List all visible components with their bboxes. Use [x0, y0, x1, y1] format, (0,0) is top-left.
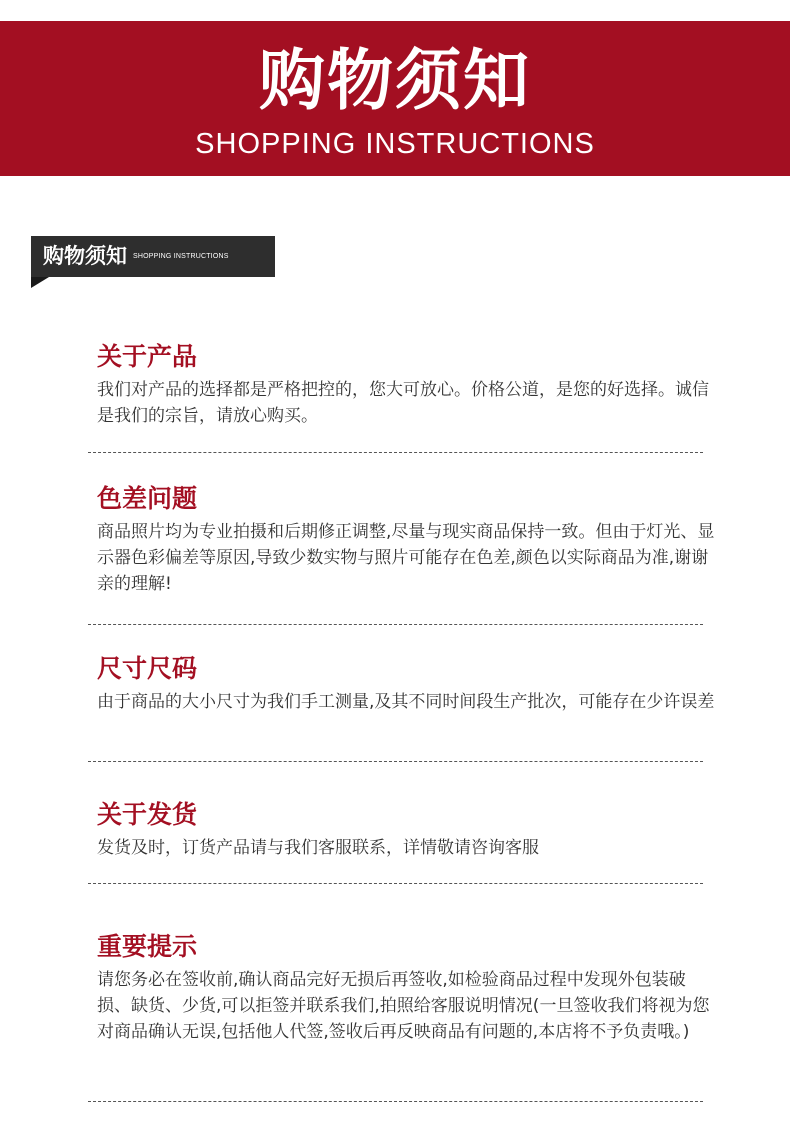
- section-important-notice: [97, 931, 717, 1045]
- section-title: 关于发货: [97, 800, 198, 829]
- divider: [88, 761, 703, 762]
- divider: [88, 1101, 703, 1102]
- banner-title: 购物须知: [259, 42, 531, 119]
- divider: [88, 624, 703, 625]
- header-banner: [0, 21, 790, 176]
- section-title: 关于产品: [97, 342, 198, 371]
- section-body: 商品照片均为专业拍摄和后期修正调整,尽量与现实商品保持一致。但由于灯光、显示器色彩偏差等原因,导致少数实物与照片可能存在色差,颜色以实际商品为准,谢谢亲的理解!: [97, 522, 715, 594]
- section-about-product: [97, 341, 717, 429]
- section-label-tag: [31, 236, 275, 277]
- section-body: 发货及时，订货产品请与我们客服联系，详情敬请咨询客服: [97, 838, 539, 858]
- section-body: 我们对产品的选择都是严格把控的，您大可放心。价格公道，是您的好选择。诚信是我们的宗旨，请放心购买。: [97, 380, 709, 426]
- section-size: [97, 653, 717, 715]
- section-title: 色差问题: [97, 484, 198, 513]
- banner-subtitle: SHOPPING INSTRUCTIONS: [195, 128, 595, 160]
- section-label-title: 购物须知: [43, 244, 127, 268]
- section-body: 由于商品的大小尺寸为我们手工测量,及其不同时间段生产批次，可能存在少许误差: [97, 692, 715, 712]
- label-tag-fold: [31, 277, 49, 288]
- section-body: 请您务必在签收前,确认商品完好无损后再签收,如检验商品过程中发现外包装破损、缺货、少货,可以拒签并联系我们,拍照给客服说明情况(一旦签收我们将视为您对商品确认无误,包括他人代签,签收后再反映商品有问题的,本店将不予负责哦。): [97, 970, 710, 1042]
- section-color-difference: [97, 483, 717, 597]
- section-shipping: [97, 799, 717, 861]
- divider: [88, 883, 703, 884]
- section-title: 重要提示: [97, 932, 198, 961]
- section-title: 尺寸尺码: [97, 654, 198, 683]
- divider: [88, 452, 703, 453]
- section-label-subtitle: SHOPPING INSTRUCTIONS: [133, 253, 229, 260]
